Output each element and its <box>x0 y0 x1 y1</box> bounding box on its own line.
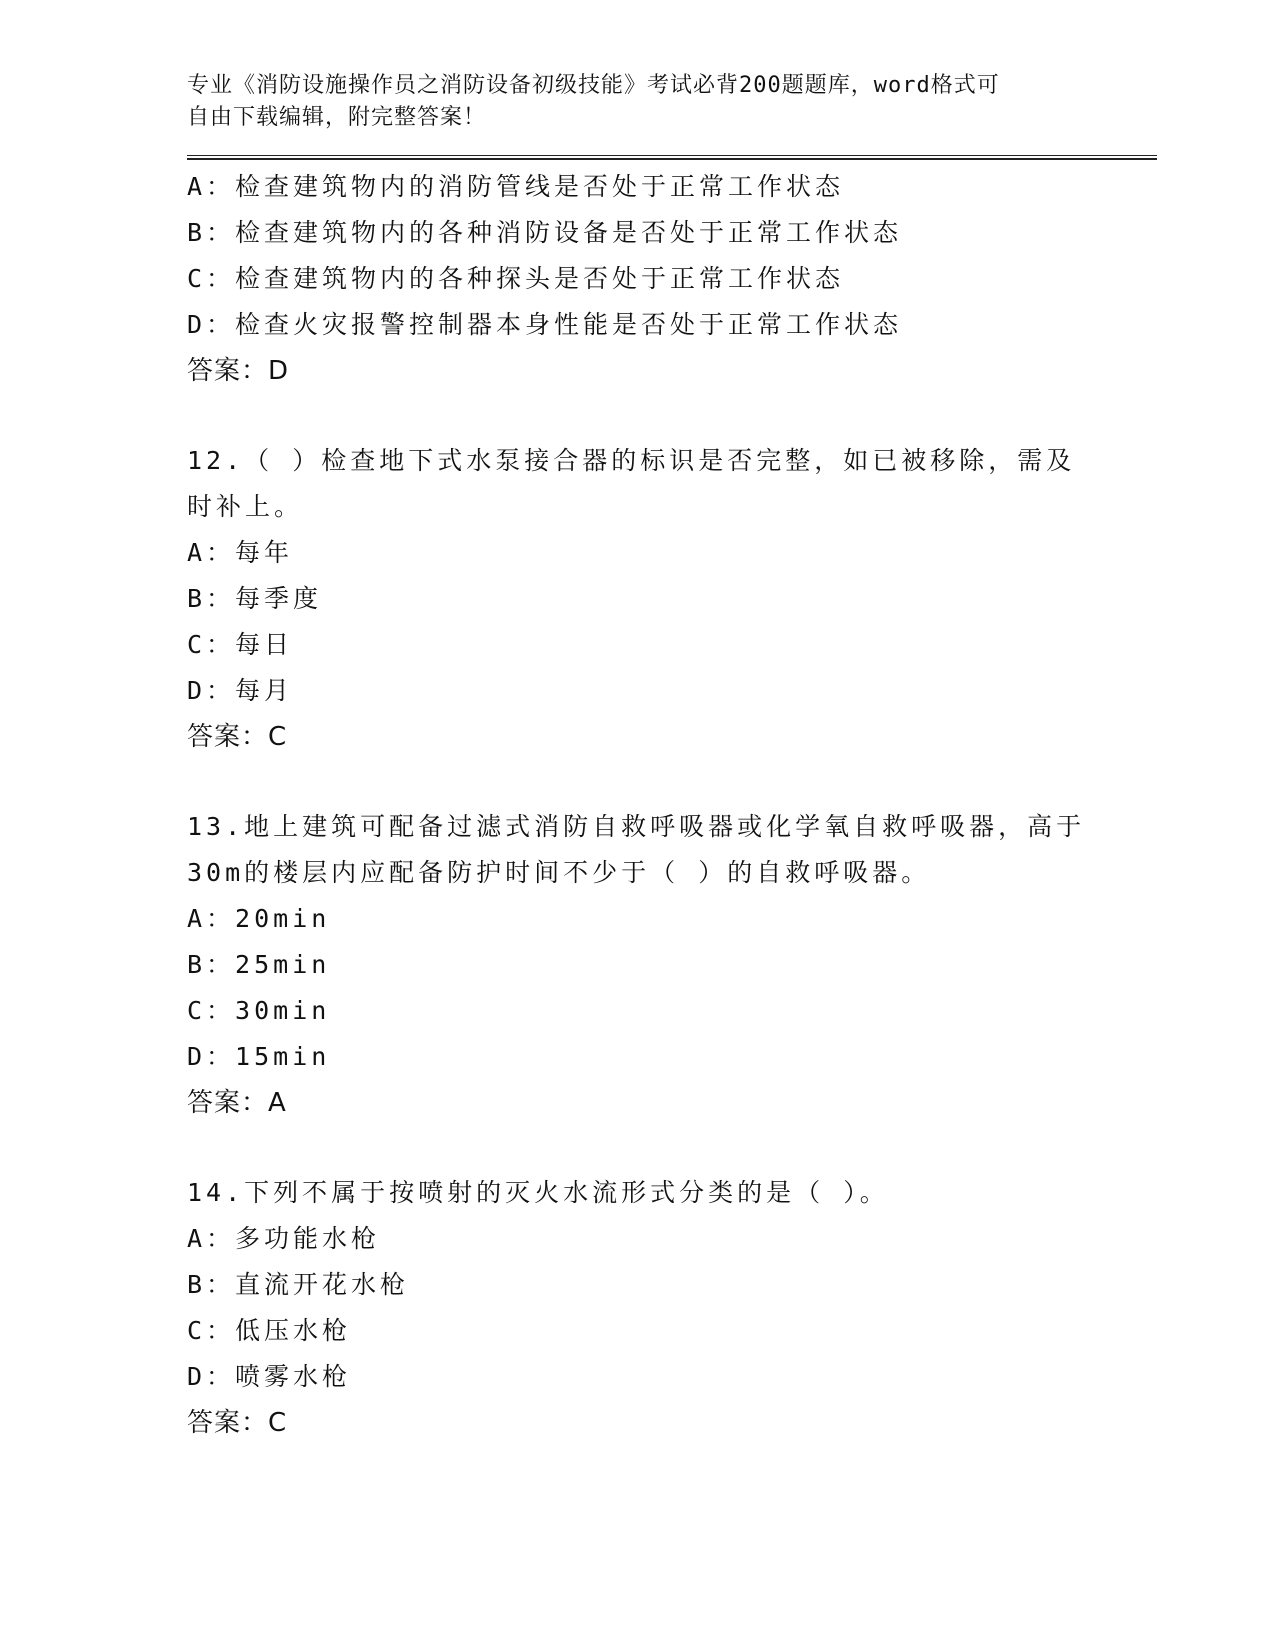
option-b: B：直流开花水枪 <box>187 1270 410 1299</box>
option-c: C：低压水枪 <box>187 1316 352 1345</box>
question-stem-line-1: 12.（ ）检查地下式水泵接合器的标识是否完整，如已被移除，需及 <box>187 446 1076 475</box>
option-b: B：每季度 <box>187 584 323 613</box>
option-c: C：30min <box>187 996 331 1025</box>
spacer <box>187 394 1157 438</box>
document-page <box>187 70 1157 1446</box>
answer: 答案：C <box>187 1408 288 1438</box>
question-13 <box>187 804 1157 1126</box>
option-a: A：每年 <box>187 538 294 567</box>
option-d: D：每月 <box>187 676 294 705</box>
option-c: C：检查建筑物内的各种探头是否处于正常工作状态 <box>187 264 845 293</box>
question-14 <box>187 1170 1157 1446</box>
header-line-1: 专业《消防设施操作员之消防设备初级技能》考试必背200题题库，word格式可 <box>187 73 1000 98</box>
answer: 答案：C <box>187 722 288 752</box>
question-stem-line-2: 30m的楼层内应配备防护时间不少于（ ）的自救呼吸器。 <box>187 858 931 887</box>
spacer <box>187 760 1157 804</box>
header-line-2: 自由下载编辑，附完整答案！ <box>187 105 487 130</box>
option-a: A：检查建筑物内的消防管线是否处于正常工作状态 <box>187 172 845 201</box>
option-a: A：20min <box>187 904 331 933</box>
header-divider <box>187 155 1157 160</box>
option-a: A：多功能水枪 <box>187 1224 381 1253</box>
option-b: B：25min <box>187 950 331 979</box>
question-stem-line-2: 时补上。 <box>187 492 304 521</box>
option-d: D：喷雾水枪 <box>187 1362 352 1391</box>
answer: 答案：D <box>187 356 290 386</box>
option-d: D：15min <box>187 1042 331 1071</box>
document-header <box>187 70 1157 134</box>
question-12 <box>187 438 1157 760</box>
option-d: D：检查火灾报警控制器本身性能是否处于正常工作状态 <box>187 310 903 339</box>
question-11 <box>187 164 1157 394</box>
option-c: C：每日 <box>187 630 294 659</box>
spacer <box>187 1126 1157 1170</box>
answer: 答案：A <box>187 1088 287 1118</box>
question-stem-line-1: 13.地上建筑可配备过滤式消防自救呼吸器或化学氧自救呼吸器，高于 <box>187 812 1086 841</box>
option-b: B：检查建筑物内的各种消防设备是否处于正常工作状态 <box>187 218 903 247</box>
question-stem-line-1: 14.下列不属于按喷射的灭火水流形式分类的是（ ）。 <box>187 1178 889 1207</box>
